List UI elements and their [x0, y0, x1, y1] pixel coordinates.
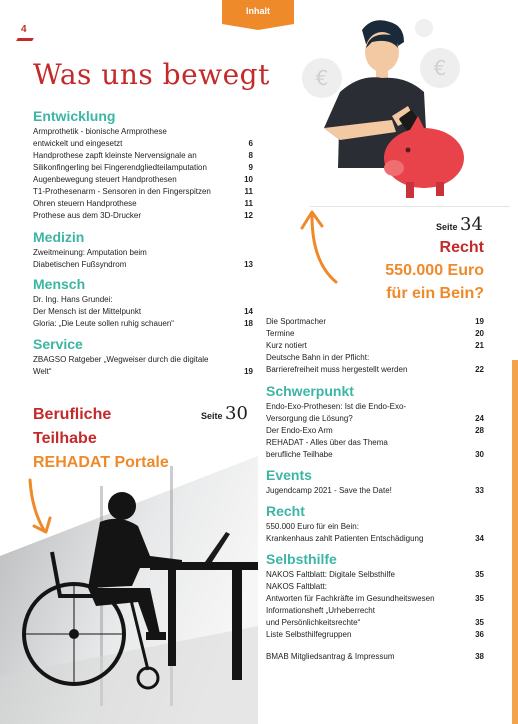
arrow-up-icon: [298, 206, 344, 286]
toc-row[interactable]: ZBAGSO Ratgeber „Wegweiser durch die digitale: [33, 355, 209, 364]
toc-row[interactable]: T1-Prothesenarm - Sensoren in den Fingerspitzen 11: [33, 187, 253, 196]
toc-row[interactable]: NAKOS Faltblatt:: [266, 582, 327, 591]
toc-row[interactable]: Endo-Exo-Prothesen: Ist die Endo-Exo-: [266, 402, 407, 411]
toc-section-selbsthilfe: [266, 551, 484, 641]
feature-subtitle: für ein Bein?: [386, 285, 484, 302]
toc-row[interactable]: Ohren steuern Handprothese 11: [33, 199, 253, 208]
toc-row[interactable]: 550.000 Euro für ein Bein:: [266, 522, 359, 531]
toc-section-heading: Service: [33, 336, 83, 352]
toc-row[interactable]: Termine 20: [266, 329, 484, 338]
toc-row[interactable]: Liste Selbsthilfegruppen 36: [266, 630, 484, 639]
feature-title: Recht: [439, 239, 484, 256]
toc-row[interactable]: Die Sportmacher 19: [266, 317, 484, 326]
toc-row[interactable]: Armprothetik - bionische Armprothese: [33, 127, 167, 136]
toc-row[interactable]: Versorgung die Lösung? 24: [266, 414, 484, 423]
svg-text:€: €: [433, 56, 447, 80]
toc-row[interactable]: Jugendcamp 2021 - Save the Date! 33: [266, 486, 484, 495]
piggy-bank-illustration: [300, 8, 500, 208]
toc-row[interactable]: Krankenhaus zahlt Patienten Entschädigung 34: [266, 534, 484, 543]
toc-row[interactable]: Diabetischen Fußsyndrom 13: [33, 260, 253, 269]
toc-row[interactable]: Silikonfingerling bei Fingerendgliedteilamputation 9: [33, 163, 253, 172]
toc-section-heading: Recht: [266, 503, 305, 519]
toc-section-recht: [266, 503, 484, 545]
toc-row[interactable]: und Persönlichkeitsrechte“ 35: [266, 618, 484, 627]
toc-section-heading: Schwerpunkt: [266, 383, 354, 399]
toc-section-misc: [266, 316, 484, 376]
toc-row[interactable]: Der Endo-Exo Arm 28: [266, 426, 484, 435]
toc-section-service: [33, 336, 253, 378]
toc-row[interactable]: Dr. Ing. Hans Grundei:: [33, 295, 113, 304]
feature-page-ref[interactable]: Seite 30: [201, 403, 248, 424]
toc-row[interactable]: BMAB Mitgliedsantrag & Impressum 38: [266, 652, 484, 661]
feature-title: Berufliche: [33, 406, 112, 423]
page-title: Was uns bewegt: [33, 58, 270, 91]
toc-row[interactable]: NAKOS Faltblatt: Digitale Selbsthilfe 35: [266, 570, 484, 579]
toc-row[interactable]: Prothese aus dem 3D-Drucker 12: [33, 211, 253, 220]
toc-row[interactable]: Barrierefreiheit muss hergestellt werden 22: [266, 365, 484, 374]
toc-section-heading: Mensch: [33, 276, 86, 292]
feature-subtitle: REHADAT Portale: [33, 454, 169, 471]
toc-row[interactable]: Welt“ 19: [33, 367, 253, 376]
feature-title: Teilhabe: [33, 430, 97, 447]
toc-section-medizin: [33, 229, 253, 271]
toc-row[interactable]: berufliche Teilhabe 30: [266, 450, 484, 459]
toc-section-footer: [266, 651, 484, 663]
feature-subtitle: 550.000 Euro: [385, 262, 484, 279]
toc-row[interactable]: Gloria: „Die Leute sollen ruhig schauen“ 18: [33, 319, 253, 328]
page-number-underline: [16, 38, 34, 41]
toc-row[interactable]: Deutsche Bahn in der Pflicht:: [266, 353, 370, 362]
toc-row[interactable]: Kurz notiert 21: [266, 341, 484, 350]
toc-section-mensch: [33, 276, 253, 330]
toc-section-heading: Entwicklung: [33, 108, 116, 124]
toc-section-heading: Events: [266, 467, 312, 483]
toc-section-events: [266, 467, 484, 497]
toc-row[interactable]: Antworten für Fachkräfte im Gesundheitswesen 35: [266, 594, 484, 603]
toc-section-entwicklung: [33, 108, 253, 222]
toc-row[interactable]: Zweitmeinung: Amputation beim: [33, 248, 147, 257]
toc-row[interactable]: REHADAT - Alles über das Thema: [266, 438, 388, 447]
arrow-down-icon: [22, 476, 62, 538]
page-number: 4: [21, 24, 27, 35]
toc-section-heading: Medizin: [33, 229, 85, 245]
toc-row[interactable]: entwickelt und eingesetzt 6: [33, 139, 253, 148]
toc-row[interactable]: Der Mensch ist der Mittelpunkt 14: [33, 307, 253, 316]
toc-row[interactable]: Informationsheft „Urheberrecht: [266, 606, 375, 615]
toc-section-schwerpunkt: [266, 383, 484, 461]
accent-bar: [512, 360, 518, 724]
svg-text:€: €: [315, 66, 329, 90]
feature-page-ref[interactable]: Seite 34: [436, 214, 483, 235]
toc-row[interactable]: Handprothese zapft kleinste Nervensignale an 8: [33, 151, 253, 160]
section-tab-inhalt: Inhalt: [222, 0, 294, 24]
toc-row[interactable]: Augenbewegung steuert Handprothesen 10: [33, 175, 253, 184]
toc-section-heading: Selbsthilfe: [266, 551, 337, 567]
